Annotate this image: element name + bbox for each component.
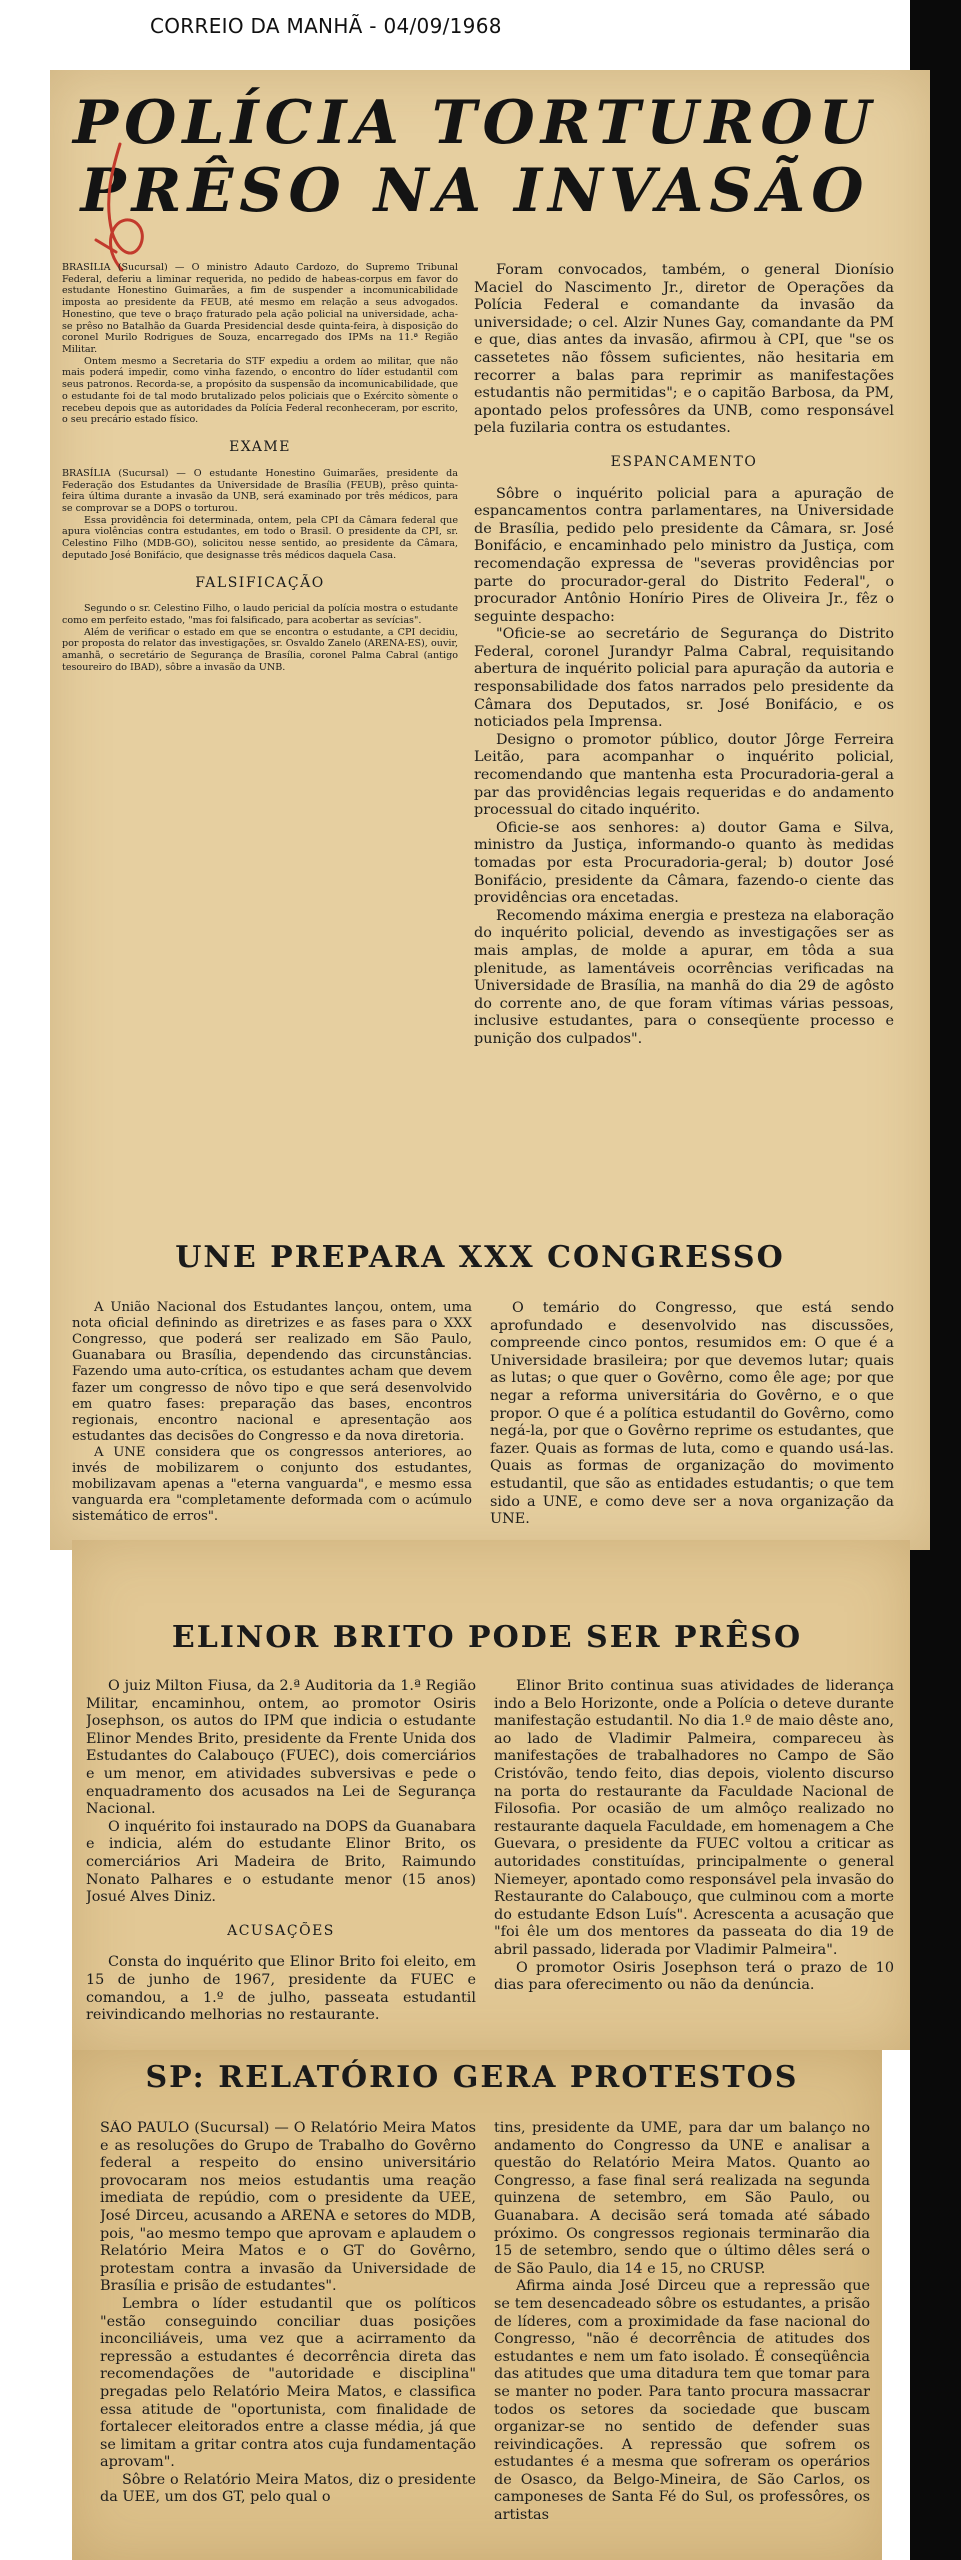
paragraph: Foram convocados, também, o general Dionísio Maciel do Nascimento Jr., diretor de Operações da Polícia Federal e comandante da invasão da universidade; o cel. Alzir Nunes Gay, comandante da PM e que, dias antes da invasão, afirmou à CPI, que "se os cassetetes não fôssem suficientes, não hesitaria em recorrer a balas para reprimir as manifestações estudantis não permitidas"; e o capitão Barbosa, da PM, apontado pelos professôres da UNB, como responsável pela fuzilaria contra os estudantes. [474, 262, 894, 437]
paragraph: Designo o promotor público, doutor Jôrge Ferreira Leitão, para acompanhar o inquérito policial, recomendando que mantenha esta Procuradoria-geral a par das providências legais requeridas e do andamento processual do citado inquérito. [474, 731, 894, 819]
article3-column-1 [86, 1678, 476, 2038]
article2-column-2 [490, 1300, 894, 1540]
paragraph: Sôbre o Relatório Meira Matos, diz o presidente da UEE, um dos GT, pelo qual o [100, 2471, 476, 2506]
paragraph: O temário do Congresso, que está sendo aprofundado e desenvolvido nas discussões, compreende cinco pontos, resumidos em: O que é a Universidade brasileira; por que devemos lutar; quais as lutas; o que quer o Govêrno, como êle age; por que negar a reforma universitária do Govêrno, e o que propor. O que é a política estudantil do Govêrno, como negá-la, por que o Govêrno reprime os estudantes, que fazer. Quais as formas de luta, como e quando usá-las. Quais as formas de organização do movimento estudantil, que são as entidades estudantis; o que tem sido a UNE, e como deve ser a nova organização da UNE. [490, 1300, 894, 1528]
subheading: ACUSAÇÕES [227, 1922, 335, 1939]
paragraph: Essa providência foi determinada, ontem, pela CPI da Câmara federal que apura violências contra estudantes, em todo o Brasil. O presidente da CPI, sr. Celestino Filho (MDB-GO), solicitou nesse sentido, ao presidente da Câmara, deputado José Bonifácio, que designasse três médicos daquela Casa. [62, 514, 458, 561]
paragraph: BRASÍLIA (Sucursal) — O ministro Adauto Cardozo, do Supremo Tribunal Federal, deferiu a liminar requerida, no pedido de habeas-corpus em favor do estudante Honestino Guimarães, a fim de suspender a incomunicabilidade imposta ao presidente da FEUB, até mesmo em relação a seus advogados. Honestino, que teve o braço fraturado pela ação policial na universidade, acha-se prêso no Batalhão da Guarda Presidencial desde quinta-feira, à disposição do coronel Murilo Rodrigues de Souza, encarregado dos IPMs na 11.ª Região Militar. [62, 262, 458, 356]
paragraph: Sôbre o inquérito policial para a apuração de espancamentos contra parlamentares, na Universidade de Brasília, pedido pelo presidente da Câmara, sr. José Bonifácio, e encaminhado pelo ministro da Justiça, com recomendação expressa de "severas providências por parte do procurador-geral do Distrito Federal", o procurador Antônio Honírio Pires de Oliveira Jr., fêz o seguinte despacho: [474, 485, 894, 625]
paragraph: Consta do inquérito que Elinor Brito foi eleito, em 15 de junho de 1967, presidente da FUEC e comandou, a 1.º de julho, passeata estudantil reivindicando melhorias no restaurante. [86, 1954, 476, 2024]
paragraph: tins, presidente da UME, para dar um balanço no andamento do Congresso da UNE e analisar a questão do Relatório Meira Matos. Quanto ao Congresso, a fase final será realizada na segunda quinzena de setembro, em São Paulo, ou Guanabara. A decisão será tomada até sábado próximo. Os congressos regionais terminarão dia 15 de setembro, sendo que o último dêles será o de São Paulo, dia 14 e 15, no CRUSP. [494, 2120, 870, 2277]
article4-column-1 [100, 2120, 476, 2560]
paragraph: Afirma ainda José Dirceu que a repressão que se tem desencadeado sôbre os estudantes, a prisão de líderes, com a proximidade da fase nacional do Congresso, "não é decorrência de atitudes dos estudantes e nem um fato isolado. É conseqüência das atitudes que uma ditadura tem que tomar para se manter no poder. Para tanto procura massacrar todos os setores da sociedade que buscam organizar-se no sentido de defender suas reivindicações. A repressão que sofrem os estudantes é a mesma que sofreram os operários de Osasco, da Belgo-Mineira, de São Carlos, os camponeses de Santa Fé do Sul, os professôres, os artistas [494, 2278, 870, 2524]
paragraph: O inquérito foi instaurado na DOPS da Guanabara e indicia, além do estudante Elinor Brito, os comerciários Ari Madeira de Brito, Raimundo Nonato Palhares e o estudante menor (15 anos) Josué Alves Diniz. [86, 1818, 476, 1906]
backdrop-left [0, 2180, 20, 2560]
paragraph: Ontem mesmo a Secretaria do STF expediu a ordem ao militar, que não mais poderá impedir, como vinha fazendo, o encontro do líder estudantil com seus patronos. Recorda-se, a propósito da suspensão da incomunicabilidade, que o estudante foi de tal modo brutalizado pelos policiais que o Exército sòmente o recebeu depois que as autoridades da Polícia Federal reconheceram, por escrito, o seu precário estado físico. [62, 355, 458, 426]
subheading: EXAME [229, 439, 291, 456]
paragraph: Segundo o sr. Celestino Filho, o laudo pericial da polícia mostra o estudante como em perfeito estado, "mas foi falsificado, para acobertar as sevícias". [62, 603, 458, 626]
headline-line-2: PRÊSO NA INVASÃO [80, 156, 870, 226]
article1-column-2 [474, 262, 894, 1202]
paragraph: Elinor Brito continua suas atividades de liderança indo a Belo Horizonte, onde a Polícia o deteve durante manifestação estudantil. No dia 1.º de maio dêste ano, ao lado de Vladimir Palmeira, compareceu às manifestações de trabalhadores no Campo de São Cristóvão, tendo feito, dias depois, violento discurso na porta do restaurante da Faculdade Nacional de Filosofia. Por ocasião de um almôço realizado no restaurante daquela Faculdade, em homenagem a Che Guevara, o presidente da FUEC voltou a criticar as autoridades constituídas, principalmente o general Niemeyer, apontado como responsável pela invasão do Restaurante do Calabouço, que culminou com a morte do estudante Edson Luís". Acrescenta a acusação que "foi êle um dos mentores da passeata do dia 19 de abril passado, liderada por Vladimir Palmeira". [494, 1678, 894, 1958]
paragraph: SÃO PAULO (Sucursal) — O Relatório Meira Matos e as resoluções do Grupo de Trabalho do Govêrno federal a respeito do ensino universitário provocaram nos meios estudantis uma reação imediata de repúdio, com o presidente da UEE, José Dirceu, acusando a ARENA e setores do MDB, pois, "ao mesmo tempo que aprovam e aplaudem o Relatório Meira Matos e o GT do Govêrno, protestam contra a invasão da Universidade de Brasília e prisão de estudantes". [100, 2120, 476, 2295]
article3-title: ELINOR BRITO PODE SER PRÊSO [171, 1620, 803, 1655]
subheading: FALSIFICAÇÃO [195, 574, 325, 591]
paragraph: A UNE considera que os congressos anteriores, ao invés de mobilizarem o conjunto dos estudantes, mobilizavam apenas a "eterna vanguarda", e mesmo essa vanguarda era "completamente deformada com o acúmulo sistemático de erros". [72, 1444, 472, 1525]
paragraph: Lembra o líder estudantil que os políticos "estão conseguindo conciliar duas posições inconciliáveis, uma vez que a acirramento da repressão a estudantes é decorrência direta das recomendações de "autoridade e disciplina" pregadas pelo Relatório Meira Matos, e classifica essa atitude de "oportunista, com finalidade de fortalecer eleitorados entre a classe média, já que se limitam a gritar contra atos cuja fundamentação aprovam". [100, 2295, 476, 2471]
paragraph: O juiz Milton Fiusa, da 2.ª Auditoria da 1.ª Região Militar, encaminhou, ontem, ao promotor Osiris Josephson, os autos do IPM que indicia o estudante Elinor Mendes Brito, presidente da Frente Unida dos Estudantes do Calabouço (FUEC), dois comerciários e um menor, em atividades subversivas e pede o enquadramento dos acusados na Lei de Segurança Nacional. [86, 1678, 476, 1818]
paragraph: BRASÍLIA (Sucursal) — O estudante Honestino Guimarães, presidente da Federação dos Estudantes da Universidade de Brasília (FEUB), prêso quinta-feira última durante a invasão da UNB, será examinado por três médicos, para se comprovar se a DOPS o torturou. [62, 467, 458, 514]
article2-title: UNE PREPARA XXX CONGRESSO [175, 1240, 785, 1275]
paragraph: "Oficie-se ao secretário de Segurança do Distrito Federal, coronel Jurandyr Palma Cabral, requisitando abertura de inquérito policial para apuração da autoria e responsabilidade dos fatos narrados pelo presidente da Câmara dos Deputados, sr. José Bonifácio, e os noticiados pela Imprensa. [474, 626, 894, 731]
paragraph: O promotor Osiris Josephson terá o prazo de 10 dias para oferecimento ou não da denúncia. [494, 1959, 894, 1994]
source-caption: CORREIO DA MANHÃ - 04/09/1968 [150, 14, 502, 38]
article4-title: SP: RELATÓRIO GERA PROTESTOS [145, 2060, 799, 2095]
headline-line-1: POLÍCIA TORTUROU [72, 88, 878, 158]
article3-column-2 [494, 1678, 894, 2038]
subheading: ESPANCAMENTO [610, 453, 758, 470]
article4-column-2 [494, 2120, 870, 2560]
article2-column-1 [72, 1300, 472, 1540]
paragraph: Recomendo máxima energia e presteza na elaboração do inquérito policial, devendo as investigações ser as mais amplas, de molde a apurar, em tôda a sua plenitude, as lamentáveis ocorrências verificadas na Universidade de Brasília, na manhã do dia 29 de agôsto do corrente ano, de que foram vítimas várias pessoas, inclusive estudantes, para o conseqüente processo e punição dos culpados". [474, 907, 894, 1047]
paragraph: Além de verificar o estado em que se encontra o estudante, a CPI decidiu, por proposta do relator das investigações, sr. Osvaldo Zanelo (ARENA-ES), ouvir, amanhã, o secretário de Segurança de Brasília, coronel Palma Cabral (antigo tesoureiro do IBAD), sôbre a invasão da UNB. [62, 626, 458, 673]
handwritten-mark [82, 140, 152, 280]
article1-column-1 [62, 262, 458, 682]
paragraph: A União Nacional dos Estudantes lançou, ontem, uma nota oficial definindo as diretrizes e as fases para o XXX Congresso, que poderá ser realizado em São Paulo, Guanabara ou Brasília, dependendo das circunstâncias. Fazendo uma auto-crítica, os estudantes acham que devem fazer um congresso de nôvo tipo e que será desenvolvido em quatro fases: preparação das bases, encontros regionais, encontro nacional e apresentação aos estudantes das decisões do Congresso e da nova diretoria. [72, 1300, 472, 1444]
paragraph: Oficie-se aos senhores: a) doutor Gama e Silva, ministro da Justiça, informando-o quanto às medidas tomadas por esta Procuradoria-geral; b) doutor José Bonifácio, presidente da Câmara, fazendo-o ciente das providências ora encetadas. [474, 819, 894, 907]
